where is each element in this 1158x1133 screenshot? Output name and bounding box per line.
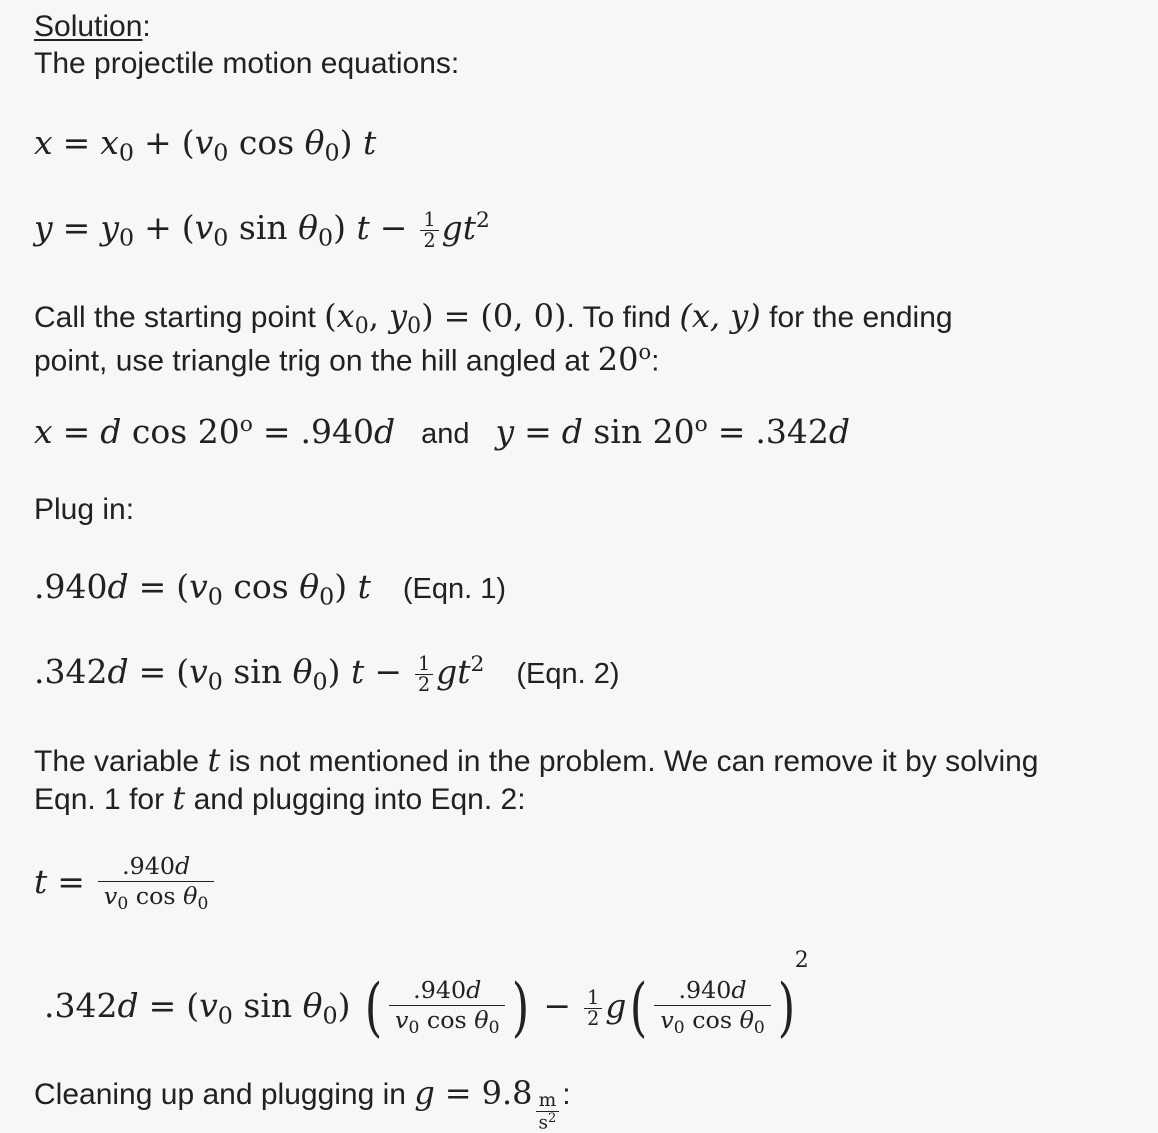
- subscript: 0: [488, 1018, 500, 1039]
- text: Cleaning up and plugging in: [34, 1078, 406, 1111]
- sin-value: .342: [755, 412, 829, 451]
- equation-2: $.342d = (v_0$ $\sin \theta_0$) t − $\frac{1}{2}$ $gt^2$ (Eqn. 2): [34, 652, 620, 696]
- var-x0: x: [100, 123, 119, 162]
- paragraph-remove-t-2: [34, 780, 526, 818]
- var-theta0: θ: [292, 652, 313, 691]
- angle-value: 20: [652, 412, 695, 451]
- var-d: d: [561, 412, 583, 451]
- fraction-half: [415, 652, 433, 696]
- fn-cos: cos: [238, 123, 295, 162]
- text: point, use triangle trig on the hill angled at: [34, 344, 590, 378]
- text: :: [562, 1078, 571, 1111]
- fraction-numerator: 1: [417, 652, 431, 676]
- var-theta0: θ: [739, 1006, 754, 1035]
- text: for the ending: [769, 301, 953, 334]
- fn-sin: sin: [238, 208, 288, 247]
- subscript: 0: [217, 1001, 233, 1030]
- var-y0: y: [389, 297, 408, 335]
- fraction-half: [584, 986, 602, 1030]
- fraction-numerator: 1: [423, 208, 436, 232]
- var-d: d: [117, 986, 139, 1025]
- angle-value: 20: [597, 340, 639, 379]
- text: and plugging into Eqn. 2:: [193, 783, 526, 816]
- intro-text: The projectile motion equations:: [34, 47, 460, 80]
- plug-in-label: Plug in:: [34, 493, 135, 526]
- solution-heading: Solution: [34, 10, 143, 43]
- equation-t: t = $\frac{.940d}{v_0 \cos \theta_0}$: [34, 852, 217, 916]
- subscript: 0: [322, 1001, 338, 1030]
- var-g: g: [605, 986, 627, 1025]
- var-v0: v: [189, 652, 208, 691]
- subscript: 0: [324, 138, 340, 167]
- subscript: 0: [673, 1018, 685, 1039]
- equation-y: $y = y_0 + (v_0$ $\sin \theta_0$) t − $\frac{1}{2}$ $gt^2$: [34, 208, 490, 252]
- var-theta0: θ: [474, 1006, 489, 1035]
- paragraph-remove-t: [34, 742, 1039, 780]
- fn-sin: sin: [593, 412, 643, 451]
- angle-value: 20: [197, 412, 240, 451]
- subscript: 0: [318, 223, 334, 252]
- var-d: d: [107, 652, 129, 691]
- var-v0: v: [189, 567, 208, 606]
- text: :: [651, 344, 660, 378]
- paragraph-hill-angle: [34, 340, 659, 379]
- fn-cos: cos: [135, 882, 176, 911]
- fraction-numerator: 1: [587, 986, 600, 1010]
- fraction-denominator: 2: [420, 230, 438, 250]
- equation-substituted: $.342d = (v_0$ $\sin \theta_0$) ( $\frac{.940d}{v_0 \cos \theta_0}$ ) − $\frac{1}{2}$ g( $\frac{.940d}{v_0 \cos \theta_0}$ )$^2$: [44, 948, 809, 1045]
- var-t: t: [351, 652, 365, 691]
- var-y0: y: [100, 208, 119, 247]
- unit-fraction: [536, 1092, 560, 1133]
- fn-cos: cos: [692, 1006, 733, 1035]
- final-line: Cleaning up and plugging in g = 9.8 $\frac{m}{s^2}$ :: [34, 1074, 571, 1133]
- subscript: 0: [213, 223, 229, 252]
- var-t: t: [34, 861, 48, 901]
- var-t: t: [356, 208, 370, 247]
- solution-colon: :: [142, 10, 151, 43]
- solution-heading-line: [34, 10, 151, 45]
- var-g: g: [436, 652, 458, 691]
- cos-value: .940: [413, 976, 467, 1005]
- and-word: and: [421, 418, 470, 450]
- var-y: y: [495, 412, 515, 451]
- subscript: 0: [312, 667, 328, 696]
- subscript: 0: [207, 667, 223, 696]
- text: The variable: [34, 745, 200, 778]
- sin-value: .342: [44, 986, 118, 1025]
- subscript: 0: [118, 223, 135, 252]
- subscript: 0: [408, 1018, 420, 1039]
- trig-relations: x = d $\cos 20^o = .940d$ and y = d $\sin 20^o = .342d$: [34, 412, 851, 451]
- var-theta0: θ: [304, 123, 325, 162]
- var-g: g: [441, 208, 463, 247]
- cos-value: .940: [34, 567, 108, 606]
- var-d: d: [174, 852, 191, 880]
- var-d: d: [100, 412, 122, 451]
- sin-value: .342: [34, 652, 108, 691]
- equation-1: $.940d = (v_0$ $\cos \theta_0$) t (Eqn. 1): [34, 567, 507, 611]
- var-v0: v: [660, 1006, 674, 1035]
- fraction-denominator: 2: [415, 674, 433, 694]
- var-d: d: [373, 412, 396, 451]
- var-t: t: [457, 652, 471, 691]
- var-x: x: [34, 412, 53, 451]
- subscript: 0: [319, 582, 335, 611]
- fn-cos: cos: [131, 412, 188, 451]
- text: Call the starting point: [34, 301, 316, 334]
- var-theta0: θ: [302, 986, 323, 1025]
- unit-numerator: m: [538, 1090, 557, 1111]
- superscript: 2: [476, 208, 490, 234]
- var-t: t: [363, 123, 377, 162]
- eqn-1-tag: (Eqn. 1): [402, 573, 507, 605]
- subscript: 0: [118, 138, 135, 167]
- fraction-denominator: 2: [584, 1008, 602, 1028]
- subscript: 0: [354, 314, 369, 340]
- var-v0: v: [395, 1006, 409, 1035]
- eqn-2-tag: (Eqn. 2): [516, 658, 620, 690]
- g-value: 9.8: [481, 1074, 533, 1112]
- text: . To find: [566, 301, 671, 334]
- fraction-t-sub-1: [389, 976, 505, 1040]
- fraction-half: [420, 208, 438, 252]
- superscript: 2: [470, 652, 485, 678]
- subscript: 0: [753, 1018, 765, 1039]
- var-theta0: θ: [298, 208, 319, 247]
- var-x: x: [34, 123, 53, 162]
- var-d: d: [731, 976, 747, 1005]
- text: Eqn. 1 for: [34, 783, 165, 816]
- var-t: t: [357, 567, 371, 606]
- superscript: 2: [794, 948, 809, 973]
- cos-value: .940: [122, 852, 175, 880]
- var-x0: x: [336, 297, 355, 335]
- var-v0: v: [103, 882, 118, 911]
- paragraph-start-point: Call the starting point ($x_0$, $y_0) = (0$, 0). To find (x, y) for the ending: [34, 297, 953, 340]
- origin-value: (0, 0): [480, 297, 567, 335]
- var-d: d: [107, 567, 129, 606]
- var-v0: v: [194, 208, 214, 247]
- subscript: 0: [207, 582, 223, 611]
- superscript: 2: [548, 1110, 557, 1126]
- var-t: t: [207, 741, 221, 779]
- fn-cos: cos: [233, 567, 289, 606]
- fn-cos: cos: [426, 1006, 467, 1035]
- var-t: t: [462, 208, 477, 247]
- var-d: d: [466, 976, 482, 1005]
- fraction-t-sub-2: [654, 976, 770, 1040]
- subscript: 0: [407, 314, 422, 340]
- var-theta0: θ: [299, 567, 320, 606]
- var-v0: v: [194, 123, 214, 162]
- var-g: g: [414, 1074, 435, 1112]
- var-v0: v: [199, 986, 218, 1025]
- subscript: 0: [213, 138, 229, 167]
- degree-mark: o: [694, 412, 708, 438]
- var-t: t: [172, 779, 186, 817]
- subscript: 0: [197, 894, 209, 915]
- equation-x: $x = x_0 + (v_0$ $\cos \theta_0$) t: [34, 123, 377, 167]
- subscript: 0: [117, 894, 129, 915]
- text: is not mentioned in the problem. We can remove it by solving: [228, 745, 1039, 778]
- var-theta0: θ: [183, 882, 198, 911]
- fn-sin: sin: [233, 652, 283, 691]
- fraction-t: [98, 852, 214, 916]
- cos-value: .940: [678, 976, 732, 1005]
- point-xy: (x, y): [679, 297, 761, 335]
- fn-sin: sin: [243, 986, 293, 1025]
- cos-value: .940: [300, 412, 374, 451]
- unit-denominator: s: [538, 1112, 549, 1133]
- degree-mark: o: [239, 412, 253, 438]
- var-y: y: [34, 208, 53, 247]
- degree-mark: o: [638, 340, 652, 364]
- var-d: d: [828, 412, 851, 451]
